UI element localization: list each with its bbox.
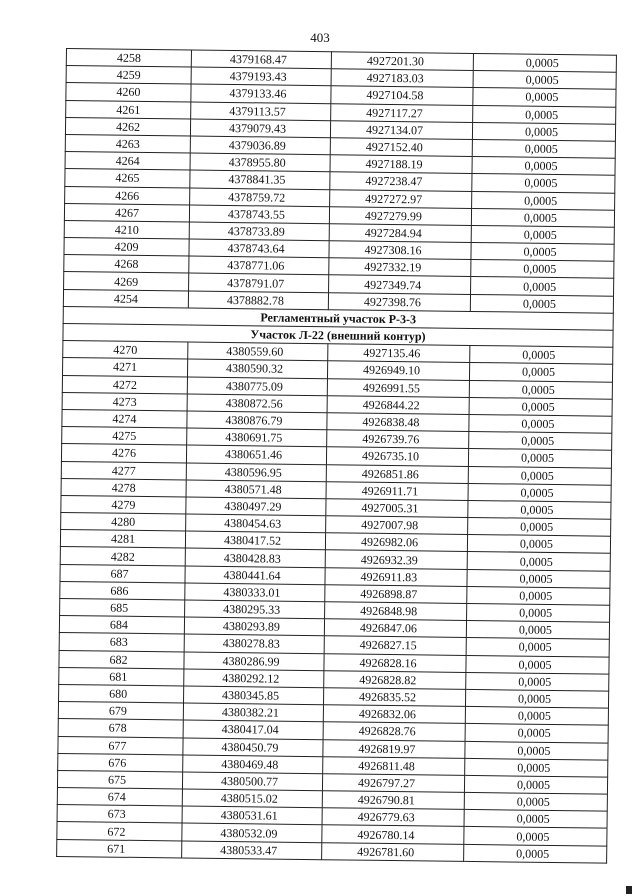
accuracy-cell: 0,0005 [471,225,614,244]
point-number-cell: 4210 [64,220,189,239]
x-coordinate-cell: 4380559.60 [188,342,328,361]
y-coordinate-cell: 4926838.48 [327,413,469,432]
x-coordinate-cell: 4378791.07 [189,273,329,292]
y-coordinate-cell: 4926835.52 [323,688,465,707]
accuracy-cell: 0,0005 [464,775,607,794]
x-coordinate-cell: 4378743.55 [189,205,329,224]
point-number-cell: 4282 [60,547,185,566]
y-coordinate-cell: 4927238.47 [330,172,472,191]
point-number-cell: 4281 [60,530,185,549]
accuracy-cell: 0,0005 [467,535,610,554]
x-coordinate-cell: 4378841.35 [190,170,330,189]
table-body-bottom [57,341,613,863]
section-title: Регламентный участок Р-3-3 [63,306,613,330]
x-coordinate-cell: 4380590.32 [187,359,327,378]
y-coordinate-cell: 4926790.81 [322,791,464,810]
point-number-cell: 4274 [62,409,187,428]
accuracy-cell: 0,0005 [465,741,608,760]
accuracy-cell: 0,0005 [472,157,615,176]
x-coordinate-cell: 4379036.89 [190,136,330,155]
y-coordinate-cell: 4927349.74 [329,275,471,294]
point-number-cell: 4262 [65,117,190,136]
point-number-cell: 4275 [62,427,187,446]
y-coordinate-cell: 4926781.60 [322,842,464,861]
y-coordinate-cell: 4927272.97 [330,189,472,208]
point-number-cell: 680 [59,684,184,703]
x-coordinate-cell: 4380286.99 [184,652,324,671]
point-number-cell: 684 [59,616,184,635]
x-coordinate-cell: 4379193.43 [191,67,331,86]
point-number-cell: 4258 [66,49,191,68]
x-coordinate-cell: 4380533.47 [182,841,322,860]
accuracy-cell: 0,0005 [467,552,610,571]
y-coordinate-cell: 4926811.48 [323,756,465,775]
accuracy-cell: 0,0005 [473,53,616,72]
point-number-cell: 681 [59,667,184,686]
x-coordinate-cell: 4380651.46 [186,445,326,464]
accuracy-cell: 0,0005 [473,88,616,107]
x-coordinate-cell: 4380497.29 [186,497,326,516]
x-coordinate-cell: 4380500.77 [182,772,322,791]
point-number-cell: 4269 [64,272,189,291]
accuracy-cell: 0,0005 [473,105,616,124]
subsection-title: Участок Л-22 (внешний контур) [63,323,613,347]
x-coordinate-cell: 4380515.02 [182,789,322,808]
x-coordinate-cell: 4379079.43 [190,119,330,138]
point-number-cell: 675 [57,770,182,789]
accuracy-cell: 0,0005 [470,346,613,365]
y-coordinate-cell: 4927279.99 [329,206,471,225]
accuracy-cell: 0,0005 [466,621,609,640]
point-number-cell: 4271 [63,358,188,377]
point-number-cell: 4266 [65,186,190,205]
x-coordinate-cell: 4380454.63 [186,514,326,533]
accuracy-cell: 0,0005 [472,174,615,193]
point-number-cell: 4260 [66,83,191,102]
y-coordinate-cell: 4926832.06 [323,705,465,724]
x-coordinate-cell: 4380295.33 [185,600,325,619]
y-coordinate-cell: 4926780.14 [322,825,464,844]
accuracy-cell: 0,0005 [465,707,608,726]
point-number-cell: 673 [57,805,182,824]
y-coordinate-cell: 4927201.30 [331,52,473,71]
point-number-cell: 4259 [66,66,191,85]
x-coordinate-cell: 4380531.61 [182,806,322,825]
accuracy-cell: 0,0005 [467,586,610,605]
accuracy-cell: 0,0005 [469,363,612,382]
accuracy-cell: 0,0005 [471,277,614,296]
x-coordinate-cell: 4380382.21 [183,703,323,722]
x-coordinate-cell: 4378759.72 [190,188,330,207]
y-coordinate-cell: 4926949.10 [327,361,469,380]
x-coordinate-cell: 4379113.57 [191,102,331,121]
y-coordinate-cell: 4927332.19 [329,258,471,277]
scan-mark [626,886,632,894]
accuracy-cell: 0,0005 [468,518,611,537]
x-coordinate-cell: 4380691.75 [187,428,327,447]
coordinates-table [56,48,617,863]
x-coordinate-cell: 4380469.48 [183,755,323,774]
y-coordinate-cell: 4926735.10 [326,447,468,466]
accuracy-cell: 0,0005 [472,191,615,210]
x-coordinate-cell: 4378882.78 [188,291,328,310]
page-number: 403 [310,30,330,45]
x-coordinate-cell: 4380532.09 [182,823,322,842]
point-number-cell: 672 [57,822,182,841]
point-number-cell: 4278 [61,478,186,497]
y-coordinate-cell: 4926844.22 [327,395,469,414]
point-number-cell: 4268 [64,255,189,274]
accuracy-cell: 0,0005 [469,414,612,433]
y-coordinate-cell: 4927398.76 [328,292,470,311]
point-number-cell: 683 [59,633,184,652]
x-coordinate-cell: 4380450.79 [183,737,323,756]
y-coordinate-cell: 4927183.03 [331,69,473,88]
y-coordinate-cell: 4926848.98 [325,602,467,621]
point-number-cell: 677 [58,736,183,755]
y-coordinate-cell: 4926911.83 [325,567,467,586]
y-coordinate-cell: 4927308.16 [329,241,471,260]
accuracy-cell: 0,0005 [464,792,607,811]
accuracy-cell: 0,0005 [468,466,611,485]
point-number-cell: 4209 [64,238,189,257]
point-number-cell: 4265 [65,169,190,188]
accuracy-cell: 0,0005 [464,827,607,846]
accuracy-cell: 0,0005 [465,724,608,743]
table-body-top [63,49,616,314]
point-number-cell: 671 [57,839,182,858]
accuracy-cell: 0,0005 [468,483,611,502]
x-coordinate-cell: 4380417.52 [185,531,325,550]
accuracy-cell: 0,0005 [464,810,607,829]
accuracy-cell: 0,0005 [466,638,609,657]
y-coordinate-cell: 4927007.98 [326,516,468,535]
point-number-cell: 4261 [66,100,191,119]
y-coordinate-cell: 4927134.07 [330,120,472,139]
y-coordinate-cell: 4926739.76 [327,430,469,449]
y-coordinate-cell: 4927188.19 [330,155,472,174]
accuracy-cell: 0,0005 [465,689,608,708]
x-coordinate-cell: 4380571.48 [186,480,326,499]
y-coordinate-cell: 4927117.27 [331,103,473,122]
point-number-cell: 4254 [63,289,188,308]
x-coordinate-cell: 4380345.85 [184,686,324,705]
accuracy-cell: 0,0005 [471,208,614,227]
accuracy-cell: 0,0005 [466,655,609,674]
x-coordinate-cell: 4378771.06 [189,256,329,275]
point-number-cell: 685 [60,598,185,617]
point-number-cell: 4280 [61,513,186,532]
y-coordinate-cell: 4927104.58 [331,86,473,105]
x-coordinate-cell: 4380292.12 [184,669,324,688]
y-coordinate-cell: 4927005.31 [326,499,468,518]
x-coordinate-cell: 4380293.89 [184,617,324,636]
x-coordinate-cell: 4380872.56 [187,394,327,413]
accuracy-cell: 0,0005 [468,500,611,519]
x-coordinate-cell: 4380441.64 [185,566,325,585]
y-coordinate-cell: 4926797.27 [322,774,464,793]
y-coordinate-cell: 4926827.15 [324,636,466,655]
accuracy-cell: 0,0005 [473,71,616,90]
point-number-cell: 4279 [61,495,186,514]
accuracy-cell: 0,0005 [469,380,612,399]
accuracy-cell: 0,0005 [467,569,610,588]
accuracy-cell: 0,0005 [471,243,614,262]
x-coordinate-cell: 4378743.64 [189,239,329,258]
x-coordinate-cell: 4379133.46 [191,84,331,103]
y-coordinate-cell: 4926828.76 [323,722,465,741]
accuracy-cell: 0,0005 [471,260,614,279]
accuracy-cell: 0,0005 [472,122,615,141]
x-coordinate-cell: 4379168.47 [191,50,331,69]
point-number-cell: 4272 [62,375,187,394]
y-coordinate-cell: 4926828.16 [324,653,466,672]
x-coordinate-cell: 4380278.83 [184,634,324,653]
y-coordinate-cell: 4927135.46 [328,344,470,363]
y-coordinate-cell: 4926932.39 [325,550,467,569]
x-coordinate-cell: 4380596.95 [186,463,326,482]
point-number-cell: 4270 [63,341,188,360]
x-coordinate-cell: 4380417.04 [183,720,323,739]
y-coordinate-cell: 4926779.63 [322,808,464,827]
y-coordinate-cell: 4926847.06 [324,619,466,638]
point-number-cell: 4277 [61,461,186,480]
coordinates-sheet [56,48,616,875]
accuracy-cell: 0,0005 [470,294,613,313]
point-number-cell: 4264 [65,152,190,171]
point-number-cell: 4263 [65,134,190,153]
y-coordinate-cell: 4926991.55 [327,378,469,397]
point-number-cell: 679 [58,702,183,721]
accuracy-cell: 0,0005 [472,139,615,158]
accuracy-cell: 0,0005 [466,672,609,691]
x-coordinate-cell: 4378955.80 [190,153,330,172]
point-number-cell: 678 [58,719,183,738]
x-coordinate-cell: 4380333.01 [185,583,325,602]
y-coordinate-cell: 4927152.40 [330,138,472,157]
point-number-cell: 4267 [64,203,189,222]
x-coordinate-cell: 4380876.79 [187,411,327,430]
point-number-cell: 4276 [61,444,186,463]
y-coordinate-cell: 4926819.97 [323,739,465,758]
point-number-cell: 687 [60,564,185,583]
y-coordinate-cell: 4926898.87 [325,585,467,604]
point-number-cell: 4273 [62,392,187,411]
accuracy-cell: 0,0005 [464,844,607,863]
accuracy-cell: 0,0005 [468,449,611,468]
accuracy-cell: 0,0005 [469,397,612,416]
x-coordinate-cell: 4378733.89 [189,222,329,241]
point-number-cell: 682 [59,650,184,669]
point-number-cell: 676 [58,753,183,772]
point-number-cell: 686 [60,581,185,600]
y-coordinate-cell: 4926828.82 [324,670,466,689]
accuracy-cell: 0,0005 [465,758,608,777]
y-coordinate-cell: 4926851.86 [326,464,468,483]
accuracy-cell: 0,0005 [469,432,612,451]
y-coordinate-cell: 4926982.06 [325,533,467,552]
y-coordinate-cell: 4926911.71 [326,481,468,500]
x-coordinate-cell: 4380428.83 [185,548,325,567]
point-number-cell: 674 [57,788,182,807]
x-coordinate-cell: 4380775.09 [187,377,327,396]
y-coordinate-cell: 4927284.94 [329,224,471,243]
accuracy-cell: 0,0005 [467,603,610,622]
